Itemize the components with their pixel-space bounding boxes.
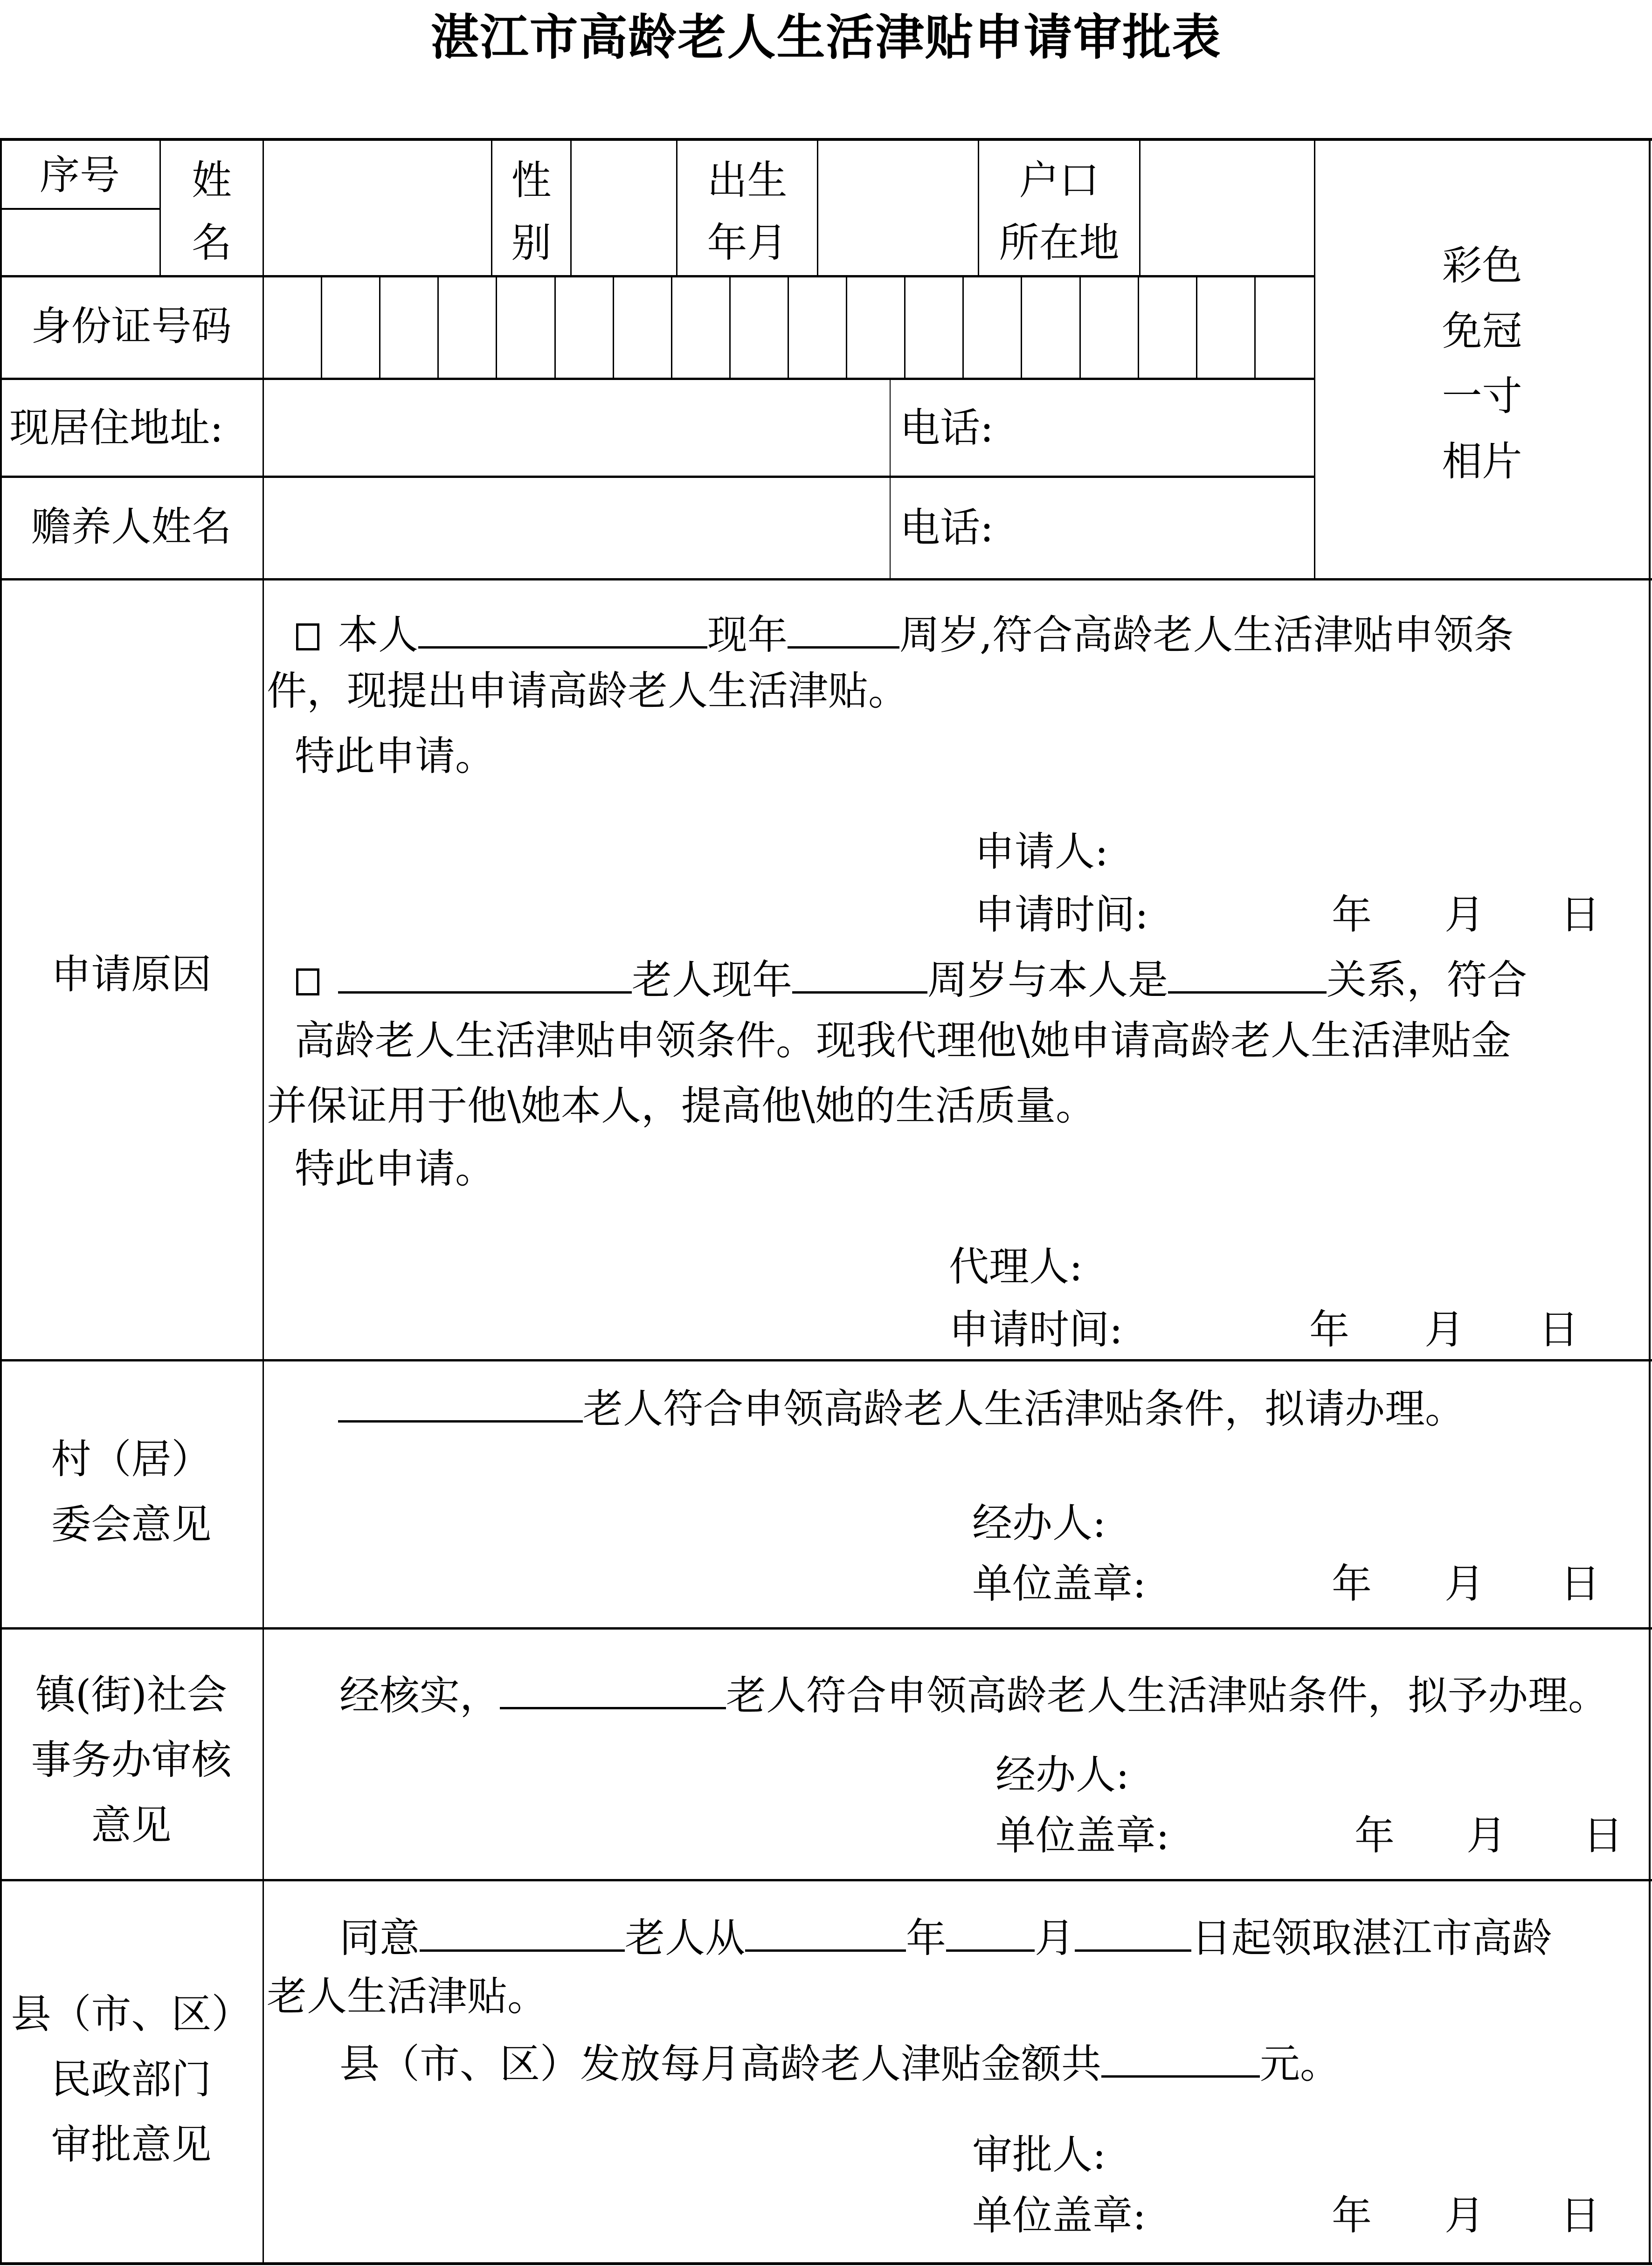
elder-age-blank[interactable]	[792, 951, 927, 994]
agent-apply-line-2: 高龄老人生活津贴申领条件。现我代理他\她申请高龄老人生活津贴金	[295, 1017, 1511, 1064]
application-date-label: 申请时间:	[975, 891, 1148, 938]
text: 老人符合申领高龄老人生活津贴条件，拟予办理。	[726, 1672, 1608, 1719]
supporter-phone-input[interactable]	[1002, 478, 1313, 578]
text: 老人从	[625, 1915, 745, 1962]
agent-apply-checkbox[interactable]	[296, 968, 319, 995]
county-approval-line-2: 老人生活津贴。	[267, 1973, 547, 2020]
town-review-text	[339, 1667, 1608, 1720]
agent-signature-label: 代理人:	[949, 1244, 1083, 1290]
applicant-age-blank[interactable]	[788, 606, 899, 649]
cell-divider	[0, 208, 159, 210]
serial-input[interactable]	[2, 211, 159, 274]
text: 月	[1035, 1915, 1075, 1962]
table-border-left	[0, 138, 2, 2265]
gender-input[interactable]	[572, 141, 676, 275]
agent-apply-line-3: 并保证用于他\她本人，提高他\她的生活质量。	[267, 1083, 1096, 1129]
self-apply-line-1	[296, 606, 1514, 659]
start-day-blank[interactable]	[1075, 1909, 1191, 1952]
birth-input[interactable]	[818, 141, 978, 275]
date-year: 年	[1355, 1812, 1395, 1859]
start-month-blank[interactable]	[946, 1909, 1035, 1952]
date-year: 年	[1332, 2192, 1372, 2239]
supporter-label: 赡养人姓名	[31, 504, 232, 550]
label-line: 意见	[91, 1802, 172, 1849]
gender-label-line: 别	[511, 220, 552, 266]
text: 元。	[1260, 2041, 1340, 2087]
id-digit-box[interactable]	[731, 277, 789, 378]
photo-placeholder[interactable]	[1315, 233, 1649, 494]
id-digit-box[interactable]	[1139, 277, 1197, 378]
hukou-input[interactable]	[1141, 141, 1314, 275]
label-line: 县（市、区）	[11, 1991, 252, 2038]
birth-label	[677, 149, 817, 274]
label-line: 村（居）	[51, 1436, 212, 1483]
label-line: 镇(街)社会	[35, 1672, 228, 1718]
name-label-line: 姓	[192, 157, 232, 204]
date-day: 日	[1539, 1306, 1579, 1353]
text: 县（市、区）发放每月高龄老人津贴金额共	[339, 2041, 1101, 2087]
address-input[interactable]	[261, 380, 888, 476]
id-digit-box[interactable]	[439, 277, 497, 378]
id-digit-box[interactable]	[1197, 277, 1256, 378]
id-digit-box[interactable]	[1081, 277, 1139, 378]
hukou-label-line: 所在地	[999, 220, 1120, 266]
serial-label: 序号	[40, 152, 120, 199]
text: 老人符合申领高龄老人生活津贴条件，拟请办理。	[583, 1386, 1465, 1432]
id-digit-box[interactable]	[789, 277, 847, 378]
agent-apply-line-4: 特此申请。	[295, 1146, 495, 1192]
self-apply-line-3: 特此申请。	[295, 733, 495, 780]
date-year: 年	[1332, 891, 1372, 938]
id-label: 身份证号码	[31, 303, 232, 350]
id-digit-box[interactable]	[264, 277, 322, 378]
page-title: 湛江市高龄老人生活津贴申请审批表	[430, 9, 1222, 66]
id-digit-box[interactable]	[497, 277, 555, 378]
id-digit-box[interactable]	[556, 277, 614, 378]
id-digit-box[interactable]	[672, 277, 731, 378]
town-seal-label: 单位盖章:	[995, 1812, 1169, 1859]
application-reason-label: 申请原因	[51, 951, 212, 998]
row-divider	[0, 1359, 1652, 1361]
supporter-phone-label: 电话:	[900, 504, 994, 551]
text: 本人	[338, 612, 418, 658]
date-day: 日	[1560, 2192, 1600, 2239]
row-divider	[0, 578, 1652, 580]
birth-label-line: 年月	[707, 220, 788, 266]
label-line: 委会意见	[51, 1501, 212, 1548]
text: 年	[906, 1915, 946, 1962]
id-digit-box[interactable]	[322, 277, 380, 378]
county-approval-line-1	[339, 1909, 1552, 1962]
self-apply-checkbox[interactable]	[296, 623, 319, 650]
label-line: 审批意见	[51, 2121, 212, 2168]
text: 老人现年	[632, 957, 792, 1003]
date-month: 月	[1466, 1812, 1507, 1859]
applicant-name-blank[interactable]	[418, 606, 707, 649]
county-approval-line-3	[339, 2035, 1340, 2088]
date-day: 日	[1560, 1561, 1600, 1607]
photo-text: 一寸	[1442, 373, 1522, 420]
supporter-name-input[interactable]	[264, 478, 889, 578]
village-seal-label: 单位盖章:	[972, 1561, 1146, 1607]
monthly-amount-blank[interactable]	[1101, 2035, 1260, 2078]
birth-label-line: 出生	[707, 157, 788, 204]
address-label: 现居住地址:	[9, 405, 223, 451]
gender-label	[492, 149, 570, 274]
relationship-blank[interactable]	[1168, 951, 1327, 994]
row-divider	[0, 1879, 1652, 1881]
county-elder-name-blank[interactable]	[420, 1909, 625, 1952]
hukou-label-line: 户口	[1019, 157, 1099, 204]
table-border-bottom	[0, 2262, 1652, 2265]
village-opinion-label	[0, 1427, 263, 1557]
self-apply-line-2: 件，现提出申请高龄老人生活津贴。	[267, 668, 908, 714]
address-phone-label: 电话:	[900, 405, 994, 451]
agent-apply-line-1	[296, 951, 1527, 1004]
photo-text: 免冠	[1442, 308, 1522, 354]
name-input[interactable]	[264, 141, 491, 275]
village-handler-label: 经办人:	[972, 1500, 1106, 1547]
date-year: 年	[1309, 1306, 1349, 1353]
elder-name-blank[interactable]	[338, 951, 632, 994]
date-month: 月	[1445, 1561, 1485, 1607]
text: 同意	[339, 1915, 420, 1962]
gender-label-line: 性	[511, 157, 552, 204]
date-month: 月	[1424, 1306, 1465, 1353]
date-year: 年	[1332, 1561, 1372, 1607]
table-border-right	[1649, 138, 1651, 2265]
hukou-label	[979, 149, 1139, 274]
name-label	[161, 149, 263, 274]
cell-divider	[890, 378, 891, 579]
text: 周岁与本人是	[927, 957, 1168, 1003]
text: 周岁,符合高龄老人生活津贴申领条	[899, 612, 1514, 658]
text: 经核实，	[339, 1672, 500, 1719]
county-approval-label	[0, 1982, 263, 2177]
village-opinion-text	[338, 1380, 1465, 1433]
text: 现年	[707, 612, 788, 658]
date-month: 月	[1445, 2192, 1485, 2239]
label-line: 民政部门	[51, 2056, 212, 2103]
row-divider	[0, 1627, 1652, 1630]
start-year-blank[interactable]	[745, 1909, 906, 1952]
id-digit-box[interactable]	[905, 277, 964, 378]
id-digit-box[interactable]	[380, 277, 439, 378]
id-digit-box[interactable]	[614, 277, 672, 378]
name-label-line: 名	[192, 220, 232, 266]
id-digit-box[interactable]	[847, 277, 905, 378]
town-elder-name-blank[interactable]	[500, 1667, 726, 1709]
applicant-signature-label: 申请人:	[975, 829, 1108, 875]
county-approver-label: 审批人:	[972, 2132, 1106, 2178]
date-day: 日	[1583, 1812, 1623, 1859]
photo-text: 相片	[1442, 438, 1522, 485]
agent-date-label: 申请时间:	[949, 1306, 1123, 1353]
town-review-label	[0, 1662, 263, 1858]
address-phone-input[interactable]	[1002, 380, 1313, 476]
id-digit-box[interactable]	[1256, 277, 1314, 378]
text: 日起领取湛江市高龄	[1191, 1915, 1552, 1962]
village-elder-name-blank[interactable]	[338, 1380, 583, 1423]
date-month: 月	[1445, 891, 1485, 938]
county-seal-label: 单位盖章:	[972, 2192, 1146, 2239]
photo-text: 彩色	[1442, 242, 1522, 289]
id-digit-box[interactable]	[964, 277, 1022, 378]
text: 关系，符合	[1327, 957, 1527, 1003]
label-line: 事务办审核	[31, 1737, 232, 1783]
town-handler-label: 经办人:	[995, 1752, 1129, 1798]
id-digit-box[interactable]	[1022, 277, 1080, 378]
date-day: 日	[1560, 891, 1600, 938]
